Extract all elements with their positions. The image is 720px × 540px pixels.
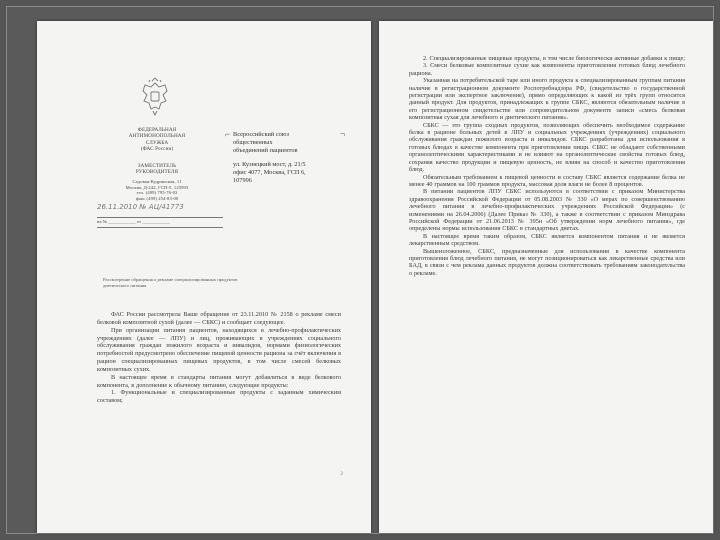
body-paragraph: В настоящее время таким образом, СБКС является компонентом питания и не является лекарственным средством. <box>409 232 685 248</box>
document-page-left <box>37 21 371 533</box>
body-paragraph: В настоящее время в стандарты питания могут добавляться в виде белкового компонента, в дополнение к обычному питанию, следующие продукты: <box>97 373 341 389</box>
reg-line: на № ____________ от ____________ <box>97 219 170 224</box>
recipient-line: ул. Кузнецкий мост, д. 21/5 <box>233 161 306 168</box>
body-paragraph: ФАС России рассмотрела Ваше обращение от 23.11.2010 № 2158 о рекламе смеси белковой композитной сухой (далее — СБКС) и сообщает следующее. <box>97 311 341 326</box>
recipient-line: Всероссийский союз <box>233 131 289 138</box>
recipient-line: офис 4077, Москва, ГСП 6, <box>233 169 306 176</box>
body-paragraph: Указанная на потребительской таре или иного продукта к специализированным группам питания наличие в регистрационном документе Роспотребнадзора РФ, (свидетельство о государственной регистрации или экспертное заключение), прямо определяющих к какой из трёх групп относится данный продукт. Для продуктов, принадлежащих к группе СБКС, являются обязательным наличие в его регистрационном свидетельстве или сопроводительном документе записи «смесь белковая композитная сухая для лечебного и диетического питания». <box>409 77 685 122</box>
subject-line: Рассмотрение обращения о рекламе специализированных продуктов диетического питания <box>103 277 238 288</box>
document-page-right <box>379 21 713 533</box>
letter-body-continued <box>409 55 685 277</box>
body-paragraph: 1. Функциональные и специализированные продукты с заданным химическим составом; <box>97 389 341 405</box>
recipient-line: 107996 <box>233 177 252 184</box>
letter-body <box>97 311 341 405</box>
address-line: тел. (499) 795-76-03 <box>136 190 178 196</box>
letterhead-line: ЗАМЕСТИТЕЛЬ <box>137 163 177 169</box>
letterhead-line: РУКОВОДИТЕЛЯ <box>135 169 179 176</box>
body-paragraph: 2. Специализированные пищевые продукты, в том числе биологически активные добавки к пище; <box>423 55 685 62</box>
body-paragraph: При организации питания пациентов, находящихся в лечебно-профилактических учреждениях (далее — ЛПУ) и лиц, проживающих в учреждениях социального обслуживания граждан пожилого возраста и инвалидов, нормами физиологических потребностей предусмотрено обеспечение пищевой ценности рациона за счёт включения в рацион специализированных пищевых продуктов, в том числе смесей белковых композитных сухих. <box>97 326 341 373</box>
letterhead-line: (ФАС России) <box>140 146 174 153</box>
address-line: факс (499) 254-83-00 <box>135 195 179 201</box>
letterhead-agency <box>109 127 205 153</box>
coat-of-arms-icon <box>135 77 175 117</box>
reg-rule <box>97 217 223 218</box>
recipient-line: объединений пациентов <box>233 147 298 154</box>
letterhead-line: СЛУЖБА <box>145 139 169 146</box>
address-bracket-left: ⌐ <box>225 129 231 139</box>
page-number: 2 <box>340 472 343 477</box>
recipient-line: общественных <box>233 139 273 146</box>
letterhead-line: АНТИМОНОПОЛЬНАЯ <box>128 133 186 140</box>
body-paragraph: Обязательным требованием к пищевой ценности и составу СБКС является содержание белка не менее 40 граммов на 100 граммов продукта, массовая доля влаги не более 8 процентов. <box>409 173 685 188</box>
letterhead-deputy <box>109 163 205 176</box>
handwritten-reg-number: 26.11.2010 № АЦ/41773 <box>97 203 184 211</box>
recipient-address <box>233 129 346 185</box>
body-paragraph: СБКС — это группа сходных продуктов, позволяющих обеспечить необходимое содержание белка в рационе больных детей в ЛПУ и социальных учреждениях (учреждениях) социального обслуживания граждан пожилого возраста и инвалидов. СБКС разработаны для использования в готовых блюдах в качестве компонента при приготовлении пищи. СБКС не обладают собственными органолептическими характеристиками и не влияют на органолептические свойства готовых блюд, сохраняя качество продукции и пищевую ценность, не влияя на способ и качество приготовления блюд. <box>409 121 685 174</box>
address-line: Москва, Д-242, ГСП-5, 125993 <box>125 184 189 190</box>
body-paragraph: В питании пациентов ЛПУ СБКС используются в соответствии с приказом Министерства здравоохранения Российской Федерации от 05.08.2003 № 330 «О мерах по совершенствованию лечебного питания в лечебно-профилактических учреждениях Российской Федерации» (с изменениями на 26.04.2006) (Далее Приказ № 330), а также в соответствии с приказом Минздрава Российской Федерации от 21.06.2013 № 395н «Об утверждении норм лечебного питания», где определены нормы использования СБКС в стандартных диетах. <box>409 188 685 233</box>
body-paragraph: 3. Смеси белковые композитные сухие как компоненты приготовления готовых блюд лечебного рациона. <box>409 62 685 77</box>
viewer-frame <box>6 6 714 534</box>
address-line: Садовая-Кудринская, 11 <box>132 179 182 184</box>
body-paragraph: Вышеизложенное, СБКС, предназначенные для использования в качестве компонента приготовления блюд лечебного питания, не могут позиционироваться как лекарственные средства или БАД, в связи с чем реклама данных продуктов должна соответствовать требованиям законодательства о рекламе. <box>409 247 685 277</box>
address-bracket-right: ¬ <box>340 129 346 139</box>
letterhead-line: ФЕДЕРАЛЬНАЯ <box>137 127 177 133</box>
agency-address <box>109 179 205 201</box>
reg-rule <box>97 227 223 228</box>
